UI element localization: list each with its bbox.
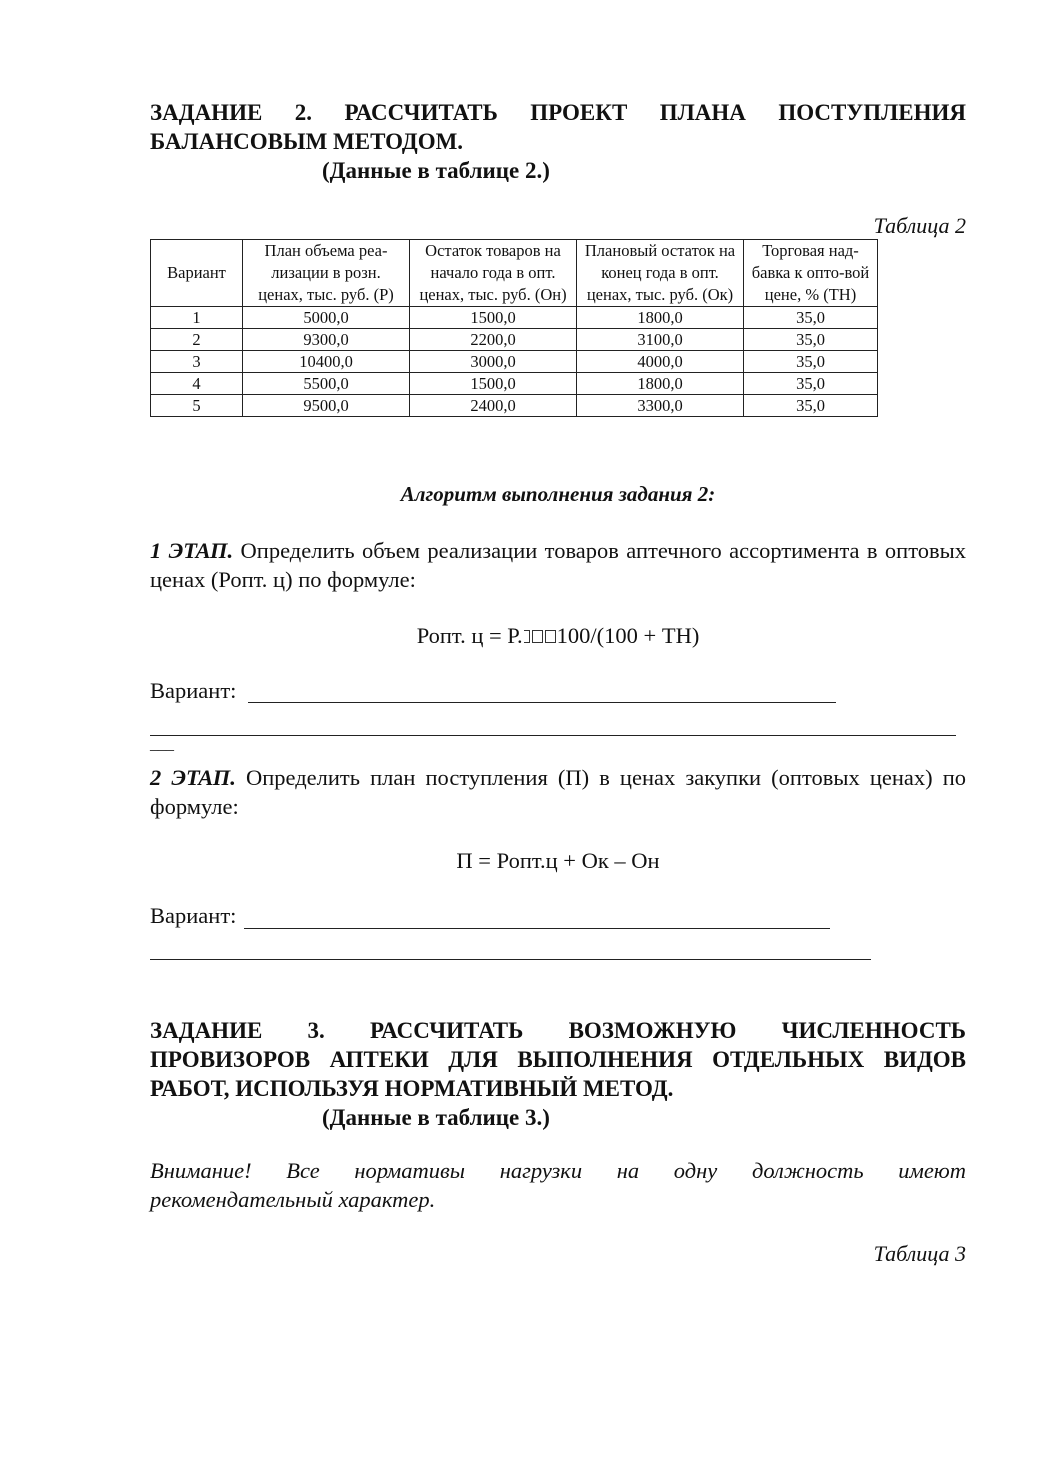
table-cell: 3300,0 [577,395,744,417]
table3-caption: Таблица 3 [873,1241,966,1266]
table2 [150,239,878,417]
table-cell: 2200,0 [410,329,577,351]
table-cell: 2 [151,329,243,351]
task2-data-note: (Данные в таблице 2.) [322,158,550,183]
table-header-row [151,240,878,307]
stage1-answer-line[interactable] [248,702,836,703]
stage2-formula: П = Ропт.ц + Ок – Он [456,848,660,873]
stage1-label: 1 ЭТАП. [150,538,234,563]
box-glyph-icon [545,630,556,643]
table-cell: 4 [151,373,243,395]
task2-heading: ЗАДАНИЕ 2. РАССЧИТАТЬ ПРОЕКТ ПЛАНА ПОСТУПЛЕНИЯ [150,100,966,125]
header-markup: Торговая над-бавка к опто-вой цене, % (ТН) [744,240,878,307]
stage1-paragraph [150,536,966,594]
formula-left: Ропт. ц = Р. [416,623,523,648]
stage2-variant-label: Вариант: [150,903,237,928]
table-cell: 1500,0 [410,373,577,395]
table-cell: 35,0 [744,395,878,417]
stage1-formula [150,623,966,649]
stage1-answer-line-2[interactable] [150,735,956,736]
table-row [151,351,878,373]
table-cell: 35,0 [744,329,878,351]
table-row [151,373,878,395]
table-cell: 5500,0 [243,373,410,395]
task3-data-note: (Данные в таблице 3.) [322,1105,550,1130]
table-cell: 5000,0 [243,307,410,329]
stage2-answer-line[interactable] [244,928,830,929]
table-row [151,307,878,329]
table-cell: 10400,0 [243,351,410,373]
table-cell: 5 [151,395,243,417]
table-cell: 1800,0 [577,307,744,329]
table-cell: 3000,0 [410,351,577,373]
task3-heading: ЗАДАНИЕ 3. РАССЧИТАТЬ ВОЗМОЖНУЮ ЧИСЛЕННОСТЬ [150,1018,966,1043]
stage1-text: Определить объем реализации товаров аптечного ассортимента в оптовых ценах (Ропт. ц) по формуле: [150,538,966,592]
table-cell: 3 [151,351,243,373]
algorithm-title: Алгоритм выполнения задания 2: [400,482,716,506]
stage1-variant-label: Вариант: [150,678,237,703]
header-opening-stock: Остаток товаров на начало года в опт. ценах, тыс. руб. (Он) [410,240,577,307]
formula-right: 100/(100 + ТН) [556,623,700,648]
box-glyph-icon [524,630,530,643]
attention-note [150,1156,966,1214]
stage2-label: 2 ЭТАП. [150,765,236,790]
attention-line1: Внимание! Все нормативы нагрузки на одну должность имеют [150,1158,966,1183]
table-row [151,329,878,351]
task3-heading-line2: ПРОВИЗОРОВ АПТЕКИ ДЛЯ ВЫПОЛНЕНИЯ ОТДЕЛЬНЫХ ВИДОВ [150,1047,966,1072]
table-cell: 9500,0 [243,395,410,417]
table-cell: 35,0 [744,373,878,395]
stage2-text: Определить план поступления (П) в ценах закупки (оптовых ценах) по формуле: [150,765,966,819]
header-plan-retail: План объема реа-лизации в розн. ценах, тыс. руб. (Р) [243,240,410,307]
table-cell: 1 [151,307,243,329]
header-variant: Вариант [151,240,243,307]
table-row [151,395,878,417]
stage2-answer-line-2[interactable] [150,959,871,960]
table-cell: 9300,0 [243,329,410,351]
task2-heading-line2: БАЛАНСОВЫМ МЕТОДОМ. [150,129,464,154]
stage2-paragraph [150,763,966,821]
header-planned-closing-stock: Плановый остаток на конец года в опт. ценах, тыс. руб. (Ок) [577,240,744,307]
table2-caption: Таблица 2 [873,213,966,238]
table-cell: 2400,0 [410,395,577,417]
stage1-trailing-mark: ___ [150,736,174,753]
attention-line2: рекомендательный характер. [150,1187,436,1212]
table-cell: 35,0 [744,307,878,329]
box-glyph-icon [532,630,543,643]
task3-heading-line3: РАБОТ, ИСПОЛЬЗУЯ НОРМАТИВНЫЙ МЕТОД. [150,1076,674,1101]
table-cell: 1800,0 [577,373,744,395]
table-cell: 4000,0 [577,351,744,373]
table-cell: 1500,0 [410,307,577,329]
table-cell: 3100,0 [577,329,744,351]
table-cell: 35,0 [744,351,878,373]
